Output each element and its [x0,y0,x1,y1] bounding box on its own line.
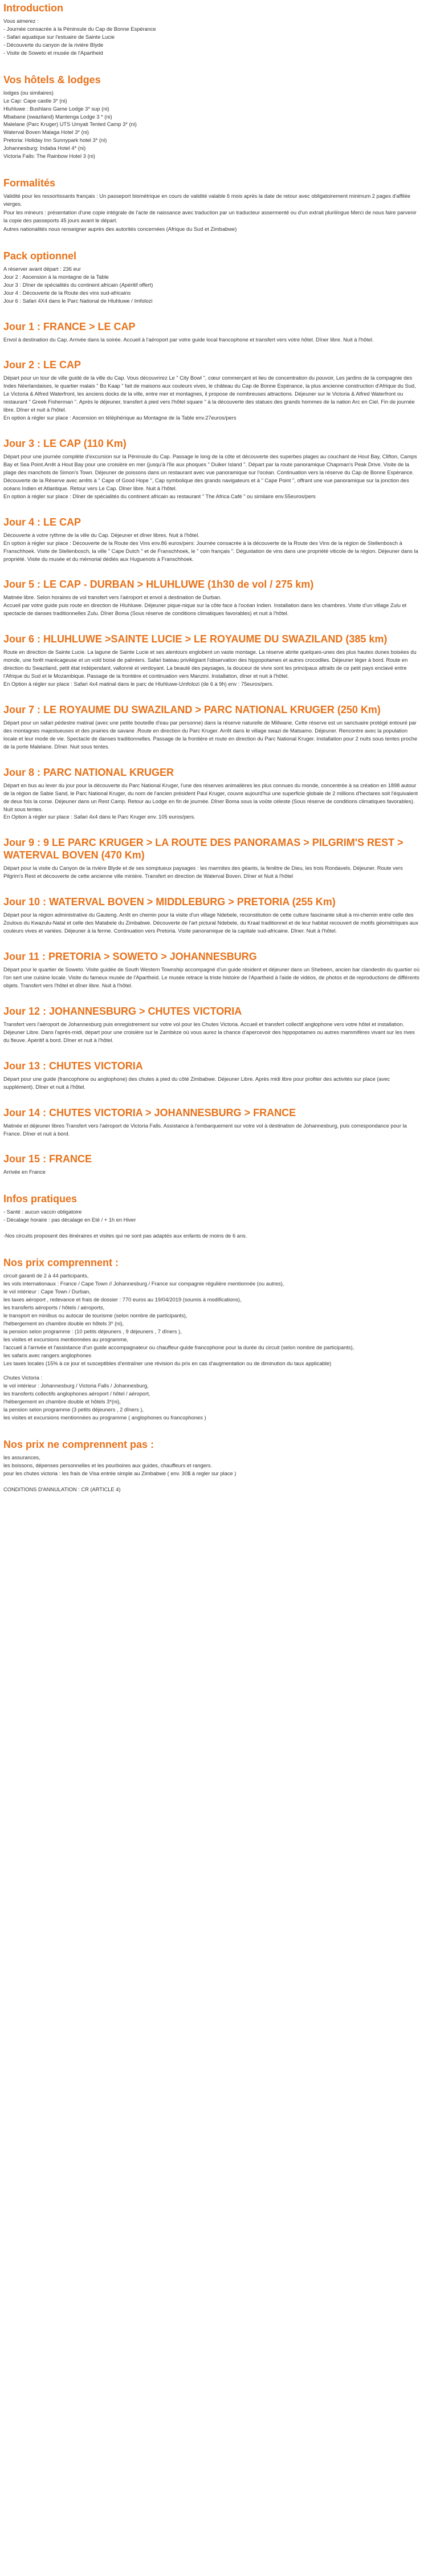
day-title: Jour 4 : LE CAP [3,516,81,528]
day-title: Jour 12 : JOHANNESBURG > CHUTES VICTORIA [3,1005,242,1017]
comprend-line: l'hébergement en chambre double en hôtels 3* (ni), [3,1320,124,1326]
day-section [3,578,422,618]
hotel-line: Mbabane (swaziland) Mantenga Lodge 3 * (ni) [3,113,112,120]
day-text: Transfert vers l'aéroport de Johannesburg puis enregistrement sur votre vol pour les Chutes Victoria. Accueil et transfert collectif anglophone vers votre hôtel et installation. Déjeuner Libre. Dans l'après-midi, départ pour une croisière sur le Zambèze où vous aurez la chance d'apercevoir des hippopotames ou autres mammifères vivant sur les rives du fleuve. Apéritif à bord. Dîner et nuit à l'hôtel. [3,1021,415,1043]
comprend-line: les transferts collectifs anglophones aéroport / hôtel / aéroport, [3,1391,150,1397]
introduction-section [3,0,422,58]
ne-comprend-line: les assurances, [3,1455,40,1461]
day-text: Matinée et déjeuner libres Transfert vers l'aéroport de Victoria Falls. Assistance à l'embarquement sur votre vol à destination de Johannesburg, puis correspondance pour la France. Dîner et nuit à bord. [3,1122,407,1137]
day-text: Envol à destination du Cap. Arrivée dans la soirée. Accueil à l'aéroport par votre guide local francophone et transfert vers votre hôtel. Dîner libre. Nuit à l'hôtel. [3,336,374,343]
day-text: Départ pour la visite du Canyon de la rivière Blyde et de ses somptueux paysages : les marmites des géants, la fenêtre de Dieu, les trois Rondavels. Déjeuner. Route vers Pilgrim's Rest et découverte de cette ancienne ville minière. Transfert en direction de Waterval Boven. Dîner et Nuit à l'hôtel [3,865,403,880]
day-option: En Option à régler sur place : Safari 4x4 dans le Parc Kruger env. 105 euros/pers. [3,814,195,820]
comprend-line: les visites et excursions mentionnées au programme, [3,1336,129,1342]
hotel-line: lodges (ou similaires) [3,89,54,96]
section-title-hotels: Vos hôtels & lodges [3,74,101,86]
hotel-line: Johannesburg: Indaba Hotel 4* (ni) [3,145,86,152]
comprend-line: l'hébergement en chambre double et hôtels 3*(ni), [3,1399,121,1405]
hotel-line: Waterval Boven Malaga Hotel 3* (ni) [3,129,89,136]
prix-ne-comprennent-pas-section [3,1438,422,1494]
day-section [3,320,422,344]
comprend-victoria-list [3,1374,422,1422]
hotel-line: Le Cap: Cape castle 3* (ni) [3,97,67,104]
ne-comprend-line: pour les chutes victoria : les frais de Visa entrée simple au Zimbabwe ( env. 30$ à regler sur place ) [3,1470,237,1476]
day-title: Jour 15 : FRANCE [3,1153,92,1165]
introduction-lines [3,18,422,58]
pack-line: Jour 6 : Safari 4X4 dans le Parc National de Hluhluwe / Imfolozi [3,298,153,304]
comprend-line: la pension selon programme : (10 petits déjeuners , 9 déjeuners , 7 dîners ), [3,1328,182,1334]
formalites-section [3,177,422,234]
day-section [3,836,422,881]
pack-line: Jour 4 : Découverte de la Route des vins sud-africains [3,290,131,296]
day-title: Jour 14 : CHUTES VICTORIA > JOHANNESBURG > FRANCE [3,1106,296,1118]
day-title: Jour 13 : CHUTES VICTORIA [3,1060,143,1072]
day-section [3,516,422,564]
infos-pratiques-section [3,1193,422,1240]
comprend-line: le transport en minibus ou autocar de tourisme (selon nombre de participants), [3,1312,188,1318]
ne-comprend-list [3,1454,422,1478]
intro-line: - Safari aquatique sur l'estuaire de Sainte Lucie [3,34,115,40]
day-section [3,633,422,689]
day-section [3,703,422,751]
day-text: Départ pour une guide (francophone ou anglophone) des chutes à pied du côté Zimbabwe. Déjeuner Libre. Après midi libre pour profiter des activités sur place (avec supplément). Dîner et nuit à l'hôtel. [3,1076,390,1090]
days-list [3,320,422,1177]
day-text: Départ pour la région administrative du Gauteng. Arrêt en chemin pour la visite d'un village Ndebele, reconstitution de cette culture fascinante situé à mi-chemin entre celle des Zoulous du Kwazulu-Natal et celle des Matabele du Zimbabwe. Découverte de l'art pictural Ndebele, du Kraal traditionnel et de leur habitat recouvert de motifs géométriques aux couleurs vives et variées. Déjeuner à la ferme. Continuation vers Pretoria. Visite panoramique de la capitale sud-africaine. Dîner. Nuit à l'hôtel. [3,912,418,934]
hotel-line: Pretoria: Holiday Inn Sunnypark hotel 3* (ni) [3,137,107,144]
intro-line: - Journée consacrée à la Péninsule du Cap de Bonne Espérance [3,26,156,32]
info-line: - Décalage horaire : pas décalage en Eté / + 1h en Hiver [3,1217,136,1223]
comprend-line: Chutes Victoria : [3,1375,43,1381]
pack-optionnel-section [3,250,422,306]
day-option: En Option à régler sur place : Safari 4x4 matinal dans le parc de Hluhluwe-Umfolozi (de 6 à 9h) env : 75euros/pers. [3,681,274,687]
day-title: Jour 2 : LE CAP [3,359,81,371]
day-text: Arrivée en France [3,1169,46,1175]
hotel-line: Hluhluwe : Bushlans Game Lodge 3* sup (ni) [3,105,109,112]
comprend-line: les taxes aéroport , redevance et frais de dossier : 770 euros au 19/04/2019 (soumis à modifications), [3,1297,242,1303]
day-title: Jour 11 : PRETORIA > SOWETO > JOHANNESBURG [3,951,257,963]
day-title: Jour 3 : LE CAP (110 Km) [3,438,127,450]
section-title-pack: Pack optionnel [3,250,77,262]
day-option: En option à régler sur place : Découverte de la Route des Vins env.86 euros/pers: Journée consacrée à la découverte de la Route des Vins de la région de Stellenbosch à Franschhoek. Visite de Stellenbosch, la ville " Cape Dutch " et de Franschhoek, le " coin français ". Dégustation de vins dans une propriété viticole de la région. Déjeuner dans la propriété. Visite du musée et du mémorial dédiés aux Huguenots à Franschhoek. [3,540,418,562]
hotel-line: Malelane (Parc Kruger) UTS Umyati Tented Camp 3* (ni) [3,121,137,128]
infos-note: -Nos circuits proposent des itinéraires et visites qui ne sont pas adaptés aux enfants de moins de 6 ans. [3,1233,247,1239]
pack-line: A réserver avant départ : 236 eur [3,266,81,272]
day-text: Accueil par votre guide puis route en direction de Hluhluwe. Déjeuner pique-nique sur la côte face à l'océan Indien. Installation dans les chambres. Visite d'un village Zulu et spectacle de danses traditionnelles Zulu. Dîner Boma (Sous réserve de conditions climatiques favorables) et nuit à l'hôtel. [3,603,407,617]
day-text: Départ pour le quartier de Soweto. Visite guidée de South Western Township accompagné d'un guide résident et déjeuner dans un Shebeen, ancien bar clandestin du quartier où l'on sert une cuisine locale. Visite du fameux musée de l'Apartheid. Le musée retrace la triste histoire de l'Apartheid à l'aide de vidéos, de photos et de reproductions de différents objets. Transfert vers l'hôtel et dîner libre. Nuit à l'hôtel. [3,967,420,988]
day-text: Matinée libre. Selon horaires de vol transfert vers l'aéroport et envol à destination de Durban. [3,595,222,601]
intro-line: Vous aimerez : [3,18,39,24]
comprend-line: le vol intérieur : Johannesburg / Victoria Falls / Johannesburg, [3,1383,149,1389]
day-text: Départ en bus au lever du jour pour la découverte du Parc National Kruger, l'une des réserves animalières les plus connues du monde, concentrée à sa création en 1898 autour de la région de Sabie Sand, le Parc National Kruger, du nom de l'ancien président Paul Kruger, couvre aujourd'hui une superficie globale de 2 millions d'hectares soit l'équivalent de deux fois la corse. Déjeuner dans un Rest Camp. Retour au Lodge en fin de journée. Dîner Boma sous la voûte céleste (Sous réserve de conditions climatiques favorables). Nuit sous tentes. [3,782,418,812]
section-title-ne-comprend: Nos prix ne comprennent pas : [3,1439,154,1451]
comprend-line: le vol intérieur : Cape Town / Durban, [3,1289,91,1295]
infos-list [3,1208,422,1224]
day-section [3,896,422,935]
comprend-line: les safaris avec rangers anglophones [3,1352,92,1358]
day-section [3,950,422,990]
day-text: Route en direction de Sainte Lucie. La lagune de Sainte Lucie et ses alentours englobent un vaste montage. La réserve abrite quelques-unes des plus hautes dunes boisées du monde, une forêt marécageuse et un vold boisé de palmiers. Safari bateau privilégiant l'observation des hippopotames et autres crocodiles. Déjeuner léger à bord. Route en direction du Swaziland, petit état indépendant, vallonné et verdoyant. La beauté des paysages, la douceur de vivre sont les principaux attraits de ce petit pays enclavé entre l'Afrique du Sud et le Mozambique. Passage de la frontière et continuation vers Manzini. Installation, dîner et nuit à l'hôtel. [3,649,417,679]
day-text: Départ pour un safari pédestre matinal (avec une petite bouteille d'eau par personne) dans la réserve naturelle de Mlilwane. Cette réserve est un sanctuaire protégé entouré par des montagnes majestueuses et des prairies de savane .Route en direction du Parc Kruger. Arrêt dans le village swazi de Matsamo. Déjeuner. Rencontre avec la population locale et leur mode de vie. Spectacle de danses traditionnelles. Passage de la frontière et route en direction du Parc National Kruger. Installation pour 2 nuits sous tentes proche de la porte Malelane. Dîner. Nuit sous tentes. [3,719,418,750]
day-title: Jour 10 : WATERVAL BOVEN > MIDDLEBURG > PRETORIA (255 Km) [3,896,336,908]
conditions-annulation: CONDITIONS D'ANNULATION : CR (ARTICLE 4) [3,1486,121,1492]
comprend-line: les visites et excursions mentionnées au programme ( anglophones ou francophones ) [3,1415,206,1421]
comprend-line: l'accueil à l'arrivée et l'assistance d'un guide accompagnateur ou chauffeur-guide francophone pour la durée du circuit (selon nombre de participants), [3,1344,354,1350]
hotels-section [3,74,422,161]
pack-list [3,266,422,306]
day-title: Jour 6 : HLUHLUWE >SAINTE LUCIE > LE ROYAUME DU SWAZILAND (385 km) [3,633,388,645]
day-section [3,1060,422,1092]
comprend-line: la pension selon programme (3 petits déjeuners , 2 dîners ), [3,1407,144,1413]
intro-line: - Visite de Soweto et musée de l'Apartheid [3,50,103,56]
pack-line: Jour 2 : Ascension à la montagne de la Table [3,274,109,280]
day-section [3,766,422,822]
day-section [3,1106,422,1138]
ne-comprend-line: les boissons, dépenses personnelles et les pourboires aux guides, chauffeurs et rangers. [3,1463,213,1468]
info-line: - Santé : aucun vaccin obligatoire [3,1209,82,1215]
day-title: Jour 9 : 9 LE PARC KRUGER > LA ROUTE DES PANORAMAS > PILGRIM'S REST > WATERVAL BOVEN (470 Km) [3,837,404,861]
prix-comprennent-section [3,1256,422,1422]
comprend-line: circuit garanti de 2 à 44 participants, [3,1273,89,1279]
comprend-line: Les taxes locales (15% à ce jour et susceptibles d'entraîner une révision du prix en cas d'augmentation ou de diminution du taux applicable) [3,1360,332,1366]
hotel-line: Victoria Falls: The Rainbow Hotel 3 (ni) [3,153,95,160]
day-section [3,1153,422,1177]
formalites-paragraph: Pour les mineurs : présentation d'une copie intégrale de l'acte de naissance avec traduction par un traducteur assermenté ou d'un extrait plurilingue Merci de nous faire parvenir la copie des passeports 45 jours avant le départ. [3,210,417,223]
section-title-comprend: Nos prix comprennent : [3,1257,119,1269]
day-text: Départ pour une journée complète d'excursion sur la Péninsule du Cap. Passage le long de la côte et découverte des superbes plages au couchant de Hout Bay, Clifton, Camps Bay et Sea Point.Arrêt à Hout Bay pour une croisière en mer (jusqu'à l'île aux phoques " Duiker Island ". Départ par la route panoramique Chapman's Peak Drive. Visite de la plage des manchots de Simon's Town. Déjeuner de poissons dans un restaurant avec vue panoramique sur l'océan. Continuation vers la réserve du Cap de Bonne Espérance. Découverte de la Réserve avec arrêts à " Cape of Good Hope ", Cap symbolique des grands navigateurs et à " Cape Point ", offrant une vue panoramique sur la jonction des océans Indien et Atlantique. Retour vers Le Cap. Dîner libre. Nuit à l'hôtel. [3,454,417,491]
day-section [3,1005,422,1045]
comprend-line: les transferts aéroports / hôtels / aéroports, [3,1304,105,1311]
pack-line: Jour 3 : Dîner de spécialités du continent africain (Apéritif offert) [3,282,153,288]
comprend-list [3,1272,422,1368]
day-text: Départ pour un tour de ville guidé de la ville du Cap. Vous découvrirez Le " City Bowl ", cœur commerçant et lieu de concentration du pouvoir, Les jardins de la compagnie des Indes Néerlandaises, le quartier malais " Bo Kaap " fait de maisons aux couleurs vives, le château du Cap de Bonne Espérance, la plus ancienne construction d'Afrique du Sud, Le Victoria & Alfred Waterfront, les anciens docks de la ville, entre mer et montagnes, il propose de nombreuses attractions. Déjeuner sur le Victoria & Alfred Waterfront ou restaurant " Greek Fisherman ". Après le déjeuner, transfert à pied vers l'hôtel square " à la découverte des statues des grands hommes de la nation Arc en Ciel. Fin de journée libre. Dîner et nuit à l'hôtel. [3,375,416,413]
section-title-introduction: Introduction [3,2,63,14]
section-title-formalites: Formalités [3,177,56,189]
day-title: Jour 7 : LE ROYAUME DU SWAZILAND > PARC NATIONAL KRUGER (250 Km) [3,703,381,715]
comprend-line: les vols internationaux : France / Cape Town // Johannesburg / France sur compagnie régulière mentionnée (ou autres), [3,1281,284,1287]
hotels-list [3,89,422,161]
formalites-paragraph: Autres nationalités nous renseigner auprès des autorités concernées (Afrique du Sud et Zimbabwe) [3,226,237,232]
day-title: Jour 8 : PARC NATIONAL KRUGER [3,766,174,778]
formalites-paragraph: Validité pour les ressortissants français : Un passeport biométrique en cours de validité valable 6 mois après la date de retour avec obligatoirement minimum 2 pages d'affilée vierges. [3,193,411,207]
formalites-text [3,193,422,234]
day-section [3,437,422,501]
day-option: En option à régler sur place : Dîner de spécialités du continent africain au restaurant " The Africa Café " ou similaire env.55euros/pers [3,493,316,499]
day-title: Jour 5 : LE CAP - DURBAN > HLUHLUWE (1h30 de vol / 275 km) [3,579,314,591]
day-text: Découverte à votre rythme de la ville du Cap. Déjeuner et dîner libres. Nuit à l'hôtel. [3,532,199,538]
intro-line: - Découverte du canyon de la rivière Blyde [3,42,104,48]
day-section [3,359,422,422]
day-title: Jour 1 : FRANCE > LE CAP [3,320,136,332]
day-option: En option à régler sur place : Ascension en téléphérique au Montagne de la Table env.27euros/pers [3,415,237,421]
section-title-infos: Infos pratiques [3,1193,78,1205]
